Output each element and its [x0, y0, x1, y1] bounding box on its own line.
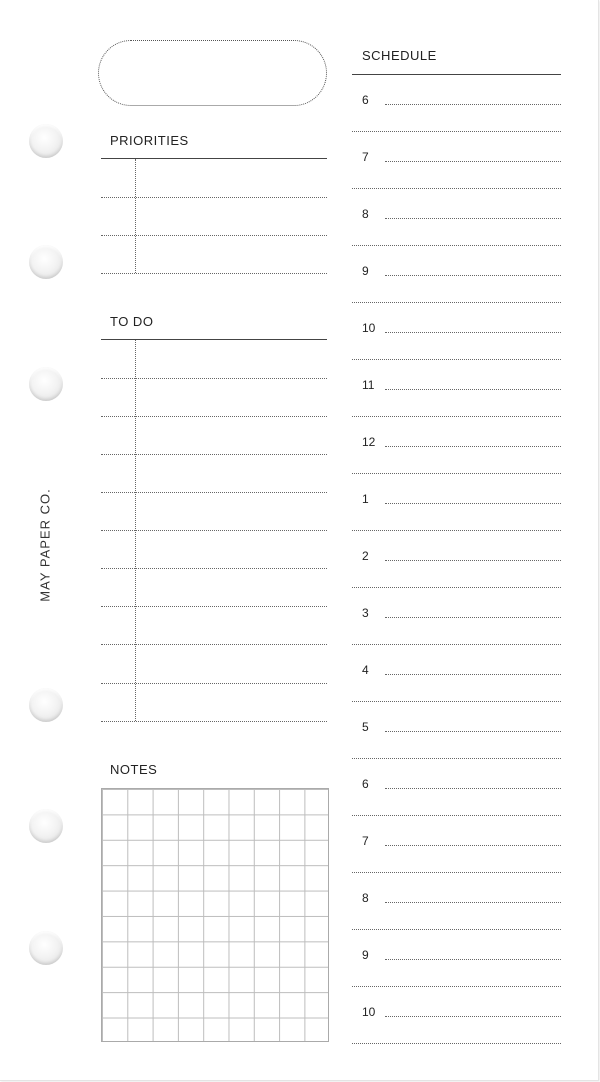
- schedule-hour-row[interactable]: [352, 549, 561, 569]
- schedule-hour-label: 7: [362, 150, 369, 164]
- schedule-hour-line[interactable]: [385, 104, 561, 105]
- schedule-hour-label: 3: [362, 606, 369, 620]
- notes-title: NOTES: [110, 762, 158, 777]
- schedule-half-hour-line[interactable]: [352, 473, 561, 474]
- schedule-hour-label: 9: [362, 948, 369, 962]
- binder-hole: [29, 124, 63, 158]
- schedule-hour-label: 11: [362, 378, 375, 392]
- schedule-hour-line[interactable]: [385, 218, 561, 219]
- schedule-hour-row[interactable]: [352, 663, 561, 683]
- schedule-hour-row[interactable]: [352, 150, 561, 170]
- schedule-hour-line[interactable]: [385, 275, 561, 276]
- schedule-hour-row[interactable]: [352, 720, 561, 740]
- schedule-half-hour-line[interactable]: [352, 245, 561, 246]
- schedule-hour-label: 10: [362, 321, 376, 335]
- schedule-hour-label: 10: [362, 1005, 376, 1019]
- schedule-hour-line[interactable]: [385, 446, 561, 447]
- schedule-hour-row[interactable]: [352, 777, 561, 797]
- schedule-hour-row[interactable]: [352, 264, 561, 284]
- schedule-hour-label: 12: [362, 435, 376, 449]
- binder-hole: [29, 367, 63, 401]
- priorities-checkbox-column: [135, 159, 136, 273]
- schedule-hour-row[interactable]: [352, 93, 561, 113]
- schedule-hour-row[interactable]: [352, 207, 561, 227]
- schedule-half-hour-line[interactable]: [352, 929, 561, 930]
- schedule-hour-line[interactable]: [385, 332, 561, 333]
- schedule-hour-label: 5: [362, 720, 369, 734]
- schedule-hour-row[interactable]: [352, 378, 561, 398]
- todo-line[interactable]: [101, 416, 327, 417]
- schedule-half-hour-line[interactable]: [352, 986, 561, 987]
- priority-line[interactable]: [101, 235, 327, 236]
- schedule-hour-label: 1: [362, 492, 369, 506]
- brand-text: MAY PAPER CO.: [37, 488, 53, 602]
- schedule-title: SCHEDULE: [362, 48, 437, 63]
- schedule-hour-line[interactable]: [385, 674, 561, 675]
- schedule-hour-line[interactable]: [385, 959, 561, 960]
- todo-line[interactable]: [101, 644, 327, 645]
- schedule-half-hour-line[interactable]: [352, 416, 561, 417]
- notes-grid[interactable]: [101, 788, 329, 1042]
- schedule-hour-row[interactable]: [352, 948, 561, 968]
- todo-line[interactable]: [101, 568, 327, 569]
- binder-hole: [29, 931, 63, 965]
- todo-line[interactable]: [101, 721, 327, 722]
- schedule-hour-row[interactable]: [352, 435, 561, 455]
- schedule-half-hour-line[interactable]: [352, 359, 561, 360]
- schedule-hour-label: 9: [362, 264, 369, 278]
- schedule-half-hour-line[interactable]: [352, 872, 561, 873]
- todo-line[interactable]: [101, 454, 327, 455]
- todo-line[interactable]: [101, 606, 327, 607]
- schedule-half-hour-line[interactable]: [352, 1043, 561, 1044]
- schedule-half-hour-line[interactable]: [352, 701, 561, 702]
- schedule-half-hour-line[interactable]: [352, 131, 561, 132]
- schedule-half-hour-line[interactable]: [352, 188, 561, 189]
- todo-line[interactable]: [101, 492, 327, 493]
- schedule-hour-row[interactable]: [352, 1005, 561, 1025]
- priority-line[interactable]: [101, 273, 327, 274]
- schedule-hour-label: 2: [362, 549, 369, 563]
- schedule-hour-line[interactable]: [385, 617, 561, 618]
- schedule-half-hour-line[interactable]: [352, 587, 561, 588]
- schedule-hour-line[interactable]: [385, 788, 561, 789]
- schedule-half-hour-line[interactable]: [352, 302, 561, 303]
- schedule-hour-row[interactable]: [352, 606, 561, 626]
- schedule-hour-line[interactable]: [385, 389, 561, 390]
- schedule-hour-label: 8: [362, 207, 369, 221]
- date-box[interactable]: [98, 40, 327, 106]
- binder-hole: [29, 809, 63, 843]
- schedule-hour-label: 8: [362, 891, 369, 905]
- schedule-hour-row[interactable]: [352, 321, 561, 341]
- schedule-half-hour-line[interactable]: [352, 644, 561, 645]
- schedule-hour-line[interactable]: [385, 902, 561, 903]
- todo-line[interactable]: [101, 683, 327, 684]
- schedule-hour-line[interactable]: [385, 1016, 561, 1017]
- schedule-hour-line[interactable]: [385, 503, 561, 504]
- schedule-hour-label: 6: [362, 93, 369, 107]
- schedule-hour-row[interactable]: [352, 834, 561, 854]
- schedule-hour-line[interactable]: [385, 731, 561, 732]
- schedule-hour-label: 7: [362, 834, 369, 848]
- todo-line[interactable]: [101, 530, 327, 531]
- schedule-half-hour-line[interactable]: [352, 815, 561, 816]
- schedule-hour-label: 4: [362, 663, 369, 677]
- schedule-hour-label: 6: [362, 777, 369, 791]
- priorities-title: PRIORITIES: [110, 133, 189, 148]
- schedule-hour-line[interactable]: [385, 560, 561, 561]
- schedule-rule: [352, 74, 561, 75]
- binder-hole: [29, 688, 63, 722]
- schedule-hour-row[interactable]: [352, 492, 561, 512]
- todo-line[interactable]: [101, 378, 327, 379]
- priority-line[interactable]: [101, 197, 327, 198]
- schedule-hour-line[interactable]: [385, 161, 561, 162]
- binder-hole: [29, 245, 63, 279]
- schedule-hour-line[interactable]: [385, 845, 561, 846]
- schedule-hour-row[interactable]: [352, 891, 561, 911]
- schedule-half-hour-line[interactable]: [352, 758, 561, 759]
- schedule-half-hour-line[interactable]: [352, 530, 561, 531]
- todo-title: TO DO: [110, 314, 154, 329]
